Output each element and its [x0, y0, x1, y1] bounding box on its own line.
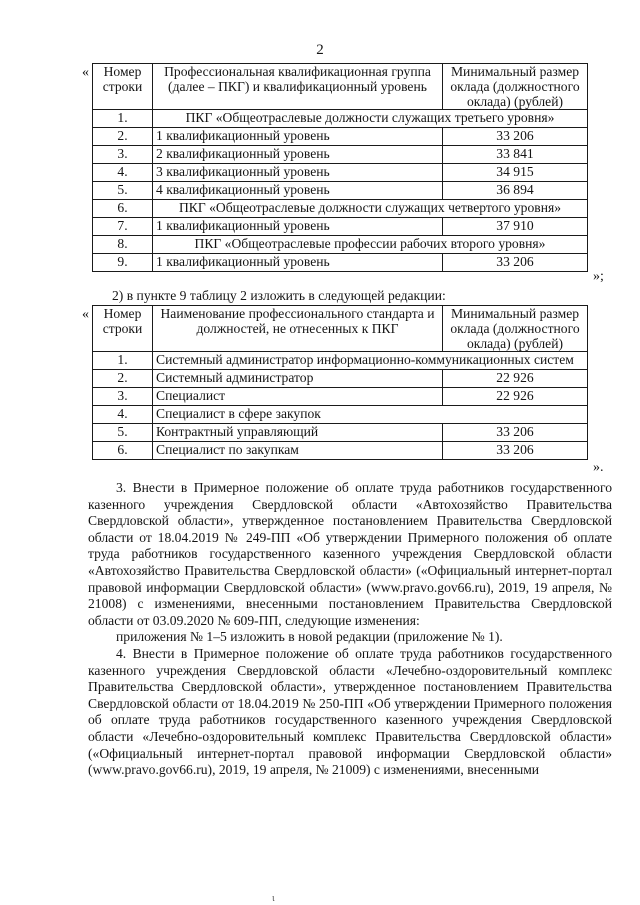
table-1-header-group: Профессиональная квалификационная группа (далее – ПКГ) и квалификационный уровень: [153, 64, 443, 110]
table1-row: [93, 146, 588, 164]
row-number: 9.: [93, 254, 153, 272]
row-number: 7.: [93, 218, 153, 236]
salary-value-cell: 33 841: [443, 146, 588, 164]
table-2-intro-line: 2) в пункте 9 таблицу 2 изложить в следующей редакции:: [112, 288, 446, 303]
row-number: 1.: [93, 110, 153, 128]
table-2-opening-quote: «: [82, 307, 89, 322]
position-name-cell: 3 квалификационный уровень: [153, 164, 443, 182]
group-title-cell: ПКГ «Общеотраслевые должности служащих четвертого уровня»: [153, 200, 588, 218]
footer-mark: ι: [272, 893, 275, 904]
salary-value-cell: 37 910: [443, 218, 588, 236]
group-title-cell: Системный администратор информационно-коммуникационных систем: [153, 352, 588, 370]
position-name-cell: 1 квалификационный уровень: [153, 254, 443, 272]
table1-row: [93, 254, 588, 272]
row-number: 5.: [93, 424, 153, 442]
position-name-cell: Специалист по закупкам: [153, 442, 443, 460]
row-number: 4.: [93, 164, 153, 182]
table-2-header-name: Наименование профессионального стандарта и должностей, не отнесенных к ПКГ: [153, 306, 443, 352]
page-number: 2: [316, 42, 324, 58]
group-title-cell: Специалист в сфере закупок: [153, 406, 588, 424]
row-number: 6.: [93, 200, 153, 218]
salary-value-cell: 34 915: [443, 164, 588, 182]
salary-value-cell: 36 894: [443, 182, 588, 200]
row-number: 1.: [93, 352, 153, 370]
salary-value-cell: 33 206: [443, 128, 588, 146]
table-2-closing-quote: ».: [593, 460, 604, 475]
table-2-header-salary: Минимальный размер оклада (должностного оклада) (рублей): [443, 306, 588, 352]
position-name-cell: Контрактный управляющий: [153, 424, 443, 442]
table1-row: [93, 164, 588, 182]
row-number: 8.: [93, 236, 153, 254]
table-1-header-salary: Минимальный размер оклада (должностного оклада) (рублей): [443, 64, 588, 110]
table2-row: [93, 442, 588, 460]
row-number: 2.: [93, 370, 153, 388]
table1-row: [93, 110, 588, 128]
table2-row: [93, 370, 588, 388]
position-name-cell: Системный администратор: [153, 370, 443, 388]
paragraph-item-3: 3. Внести в Примерное положение об оплате труда работников государственного казенного учреждения Свердловской области «Автохозяйство Правительства Свердловской области», утвержденное постановлением Правительства Свердловской области от 18.04.2019 № 249-ПП «Об утверждении Примерного положения об оплате труда работников государственного казенного учреждения Свердловской области «Автохозяйство Правительства Свердловской области» («Официальный интернет-портал правовой информации Свердловской области» (www.pravo.gov66.ru), 2019, 19 апреля, № 21008) с изменениями, внесенными постановлением Правительства Свердловской области от 03.09.2020 № 609-ПП, следующие изменения:: [88, 480, 612, 628]
table-1-header-row: [93, 64, 588, 110]
position-name-cell: 1 квалификационный уровень: [153, 218, 443, 236]
table2-row: [93, 406, 588, 424]
paragraph-item-4: 4. Внести в Примерное положение об оплате труда работников государственного казенного учреждения Свердловской области «Лечебно-оздоровительный комплекс Правительства Свердловской области», утвержденное постановлением Правительства Свердловской области от 18.04.2019 № 250-ПП «Об утверждении Примерного положения об оплате труда работников государственного казенного учреждения Свердловской области «Лечебно-оздоровительный комплекс Правительства Свердловской области» («Официальный интернет-портал правовой информации Свердловской области» (www.pravo.gov66.ru), 2019, 19 апреля, № 21009) с изменениями, внесенными: [88, 645, 612, 778]
position-name-cell: 2 квалификационный уровень: [153, 146, 443, 164]
table-2-header-number: Номер строки: [93, 306, 153, 352]
table-2: [92, 305, 588, 460]
table1-row: [93, 200, 588, 218]
table1-row: [93, 236, 588, 254]
table-1-opening-quote: «: [82, 65, 89, 80]
body-text: [88, 480, 612, 779]
salary-value-cell: 33 206: [443, 424, 588, 442]
row-number: 4.: [93, 406, 153, 424]
table1-row: [93, 182, 588, 200]
table-1: [92, 63, 588, 272]
position-name-cell: 4 квалификационный уровень: [153, 182, 443, 200]
table1-row: [93, 128, 588, 146]
table-1-header-number: Номер строки: [93, 64, 153, 110]
row-number: 2.: [93, 128, 153, 146]
table1-row: [93, 218, 588, 236]
row-number: 6.: [93, 442, 153, 460]
salary-value-cell: 22 926: [443, 370, 588, 388]
paragraph-appendix-note: приложения № 1–5 изложить в новой редакции (приложение № 1).: [116, 629, 503, 645]
salary-value-cell: 33 206: [443, 254, 588, 272]
position-name-cell: 1 квалификационный уровень: [153, 128, 443, 146]
table2-row: [93, 352, 588, 370]
group-title-cell: ПКГ «Общеотраслевые профессии рабочих второго уровня»: [153, 236, 588, 254]
position-name-cell: Специалист: [153, 388, 443, 406]
table2-row: [93, 424, 588, 442]
table-1-closing-quote: »;: [593, 269, 604, 284]
row-number: 3.: [93, 146, 153, 164]
table-2-header-row: [93, 306, 588, 352]
table2-row: [93, 388, 588, 406]
salary-value-cell: 22 926: [443, 388, 588, 406]
row-number: 3.: [93, 388, 153, 406]
group-title-cell: ПКГ «Общеотраслевые должности служащих третьего уровня»: [153, 110, 588, 128]
salary-value-cell: 33 206: [443, 442, 588, 460]
row-number: 5.: [93, 182, 153, 200]
